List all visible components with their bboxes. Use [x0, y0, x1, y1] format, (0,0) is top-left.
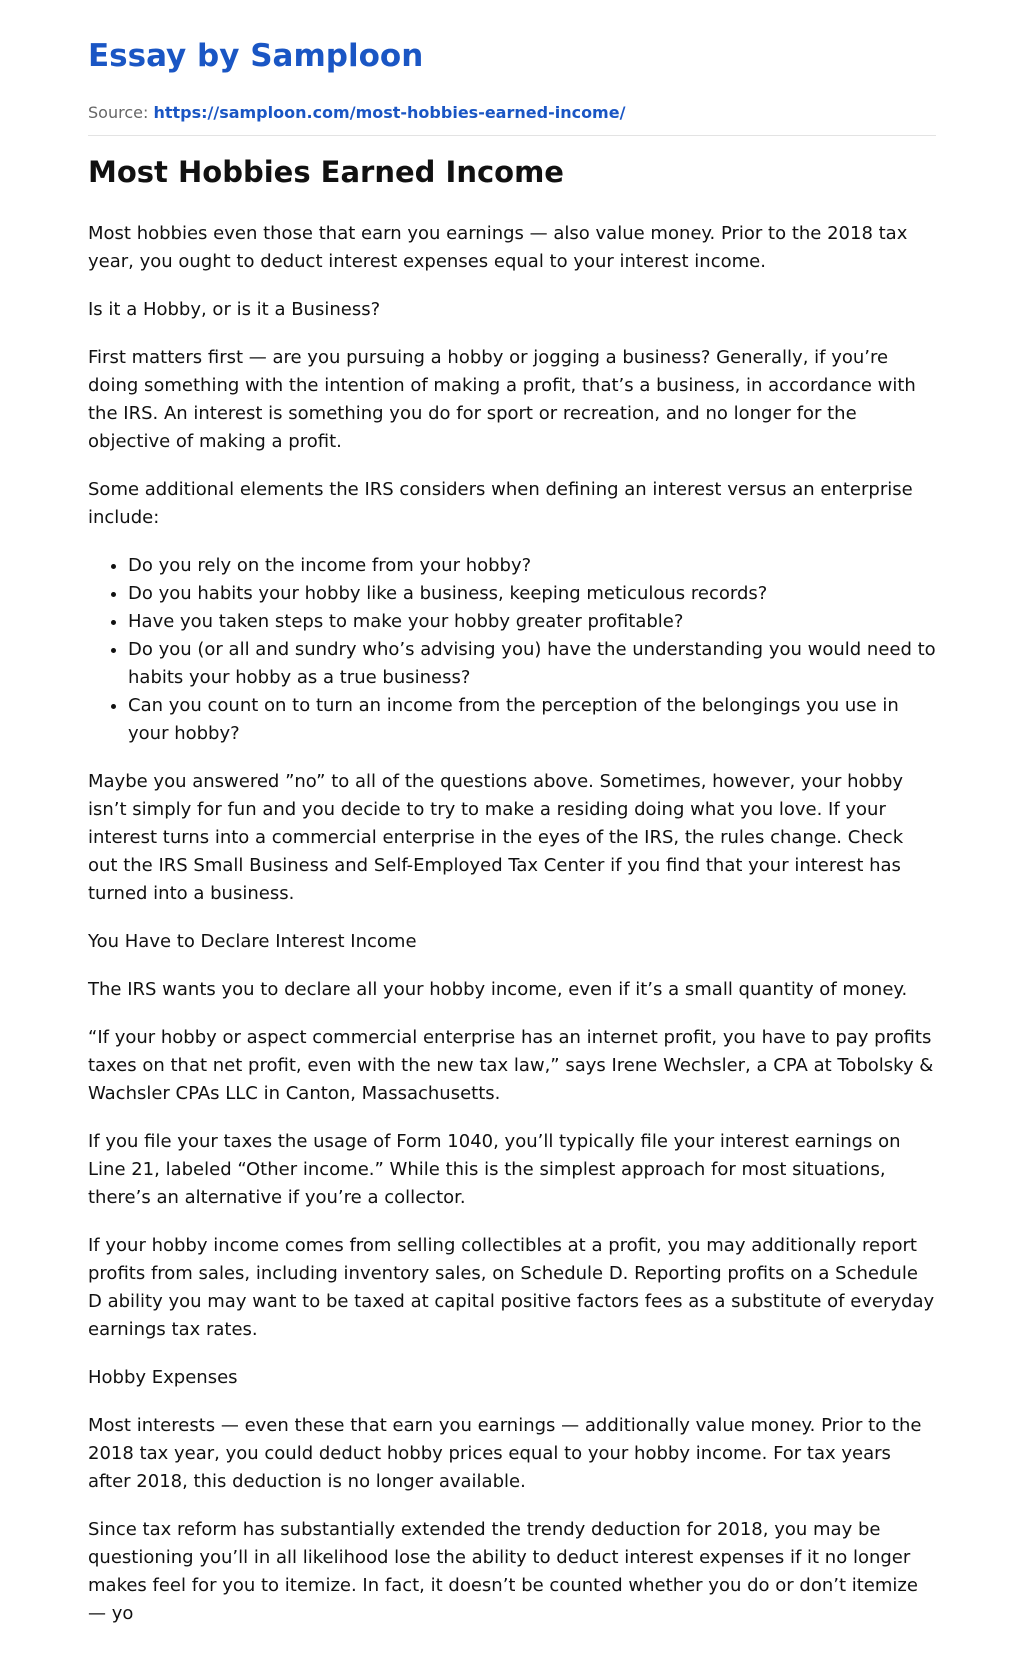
paragraph: You Have to Declare Interest Income	[88, 931, 417, 952]
paragraph: If your hobby income comes from selling collectibles at a profit, you may additionally report profits from sales, including inventory sales, on Schedule D. Reporting profits on a Schedule D ability you may want to be taxed at capital positive factors fees as a substitute of everyday earnings tax rates.	[88, 1235, 935, 1340]
list-item: • Do you habits your hobby like a business, keeping meticulous records?	[128, 580, 936, 608]
paragraph: Most hobbies even those that earn you earnings — also value money. Prior to the 2018 tax year, you ought to deduct interest expenses equal to your interest income.	[88, 223, 908, 272]
article-body	[88, 220, 936, 1628]
paragraph: “If your hobby or aspect commercial enterprise has an internet profit, you have to pay profits taxes on that net profit, even with the new tax law,” says Irene Wechsler, a CPA at Tobolsky & Wachsler CPAs LLC in Canton, Massachusetts.	[88, 1027, 934, 1104]
paragraph: Is it a Hobby, or is it a Business?	[88, 299, 381, 320]
list-item: • Can you count on to turn an income from the perception of the belongings you use in your hobby?	[128, 692, 936, 748]
list-item: • Do you (or all and sundry who’s advising you) have the understanding you would need to habits your hobby as a true business?	[128, 636, 936, 692]
bullet-list	[88, 552, 936, 748]
paragraph: The IRS wants you to declare all your hobby income, even if it’s a small quantity of money.	[88, 979, 908, 1000]
source-label: Source:	[88, 103, 149, 122]
source-line	[88, 102, 936, 124]
brand-title: Essay by Samploon	[88, 38, 424, 74]
article-title: Most Hobbies Earned Income	[88, 155, 564, 189]
paragraph: First matters first — are you pursuing a hobby or jogging a business? Generally, if you’re doing something with the intention of making a profit, that’s a business, in accordance with the IRS. An interest is something you do for sport or recreation, and no longer for the objective of making a profit.	[88, 347, 916, 452]
paragraph: Maybe you answered ”no” to all of the questions above. Sometimes, however, your hobby isn’t simply for fun and you decide to try to make a residing doing what you love. If your interest turns into a commercial enterprise in the eyes of the IRS, the rules change. Check out the IRS Small Business and Self-Employed Tax Center if you find that your interest has turned into a business.	[88, 771, 904, 904]
paragraph: Most interests — even these that earn you earnings — additionally value money. Prior to the 2018 tax year, you could deduct hobby prices equal to your hobby income. For tax years after 2018, this deduction is no longer available.	[88, 1415, 922, 1492]
document-page	[88, 34, 936, 1648]
list-item: • Have you taken steps to make your hobby greater profitable?	[128, 608, 936, 636]
paragraph: If you file your taxes the usage of Form 1040, you’ll typically file your interest earnings on Line 21, labeled “Other income.” While this is the simplest approach for most situations, there’s an alternative if you’re a collector.	[88, 1131, 901, 1208]
paragraph: Some additional elements the IRS considers when defining an interest versus an enterprise include:	[88, 479, 913, 528]
paragraph: Since tax reform has substantially extended the trendy deduction for 2018, you may be questioning you’ll in all likelihood lose the ability to deduct interest expenses if it no longer makes feel for you to itemize. In fact, it doesn’t be counted whether you do or don’t itemize — yo	[88, 1519, 918, 1624]
source-link[interactable]: https://samploon.com/most-hobbies-earned-income/	[153, 103, 626, 122]
paragraph: Hobby Expenses	[88, 1367, 238, 1388]
list-item: • Do you rely on the income from your hobby?	[128, 552, 936, 580]
header-divider	[88, 135, 936, 136]
